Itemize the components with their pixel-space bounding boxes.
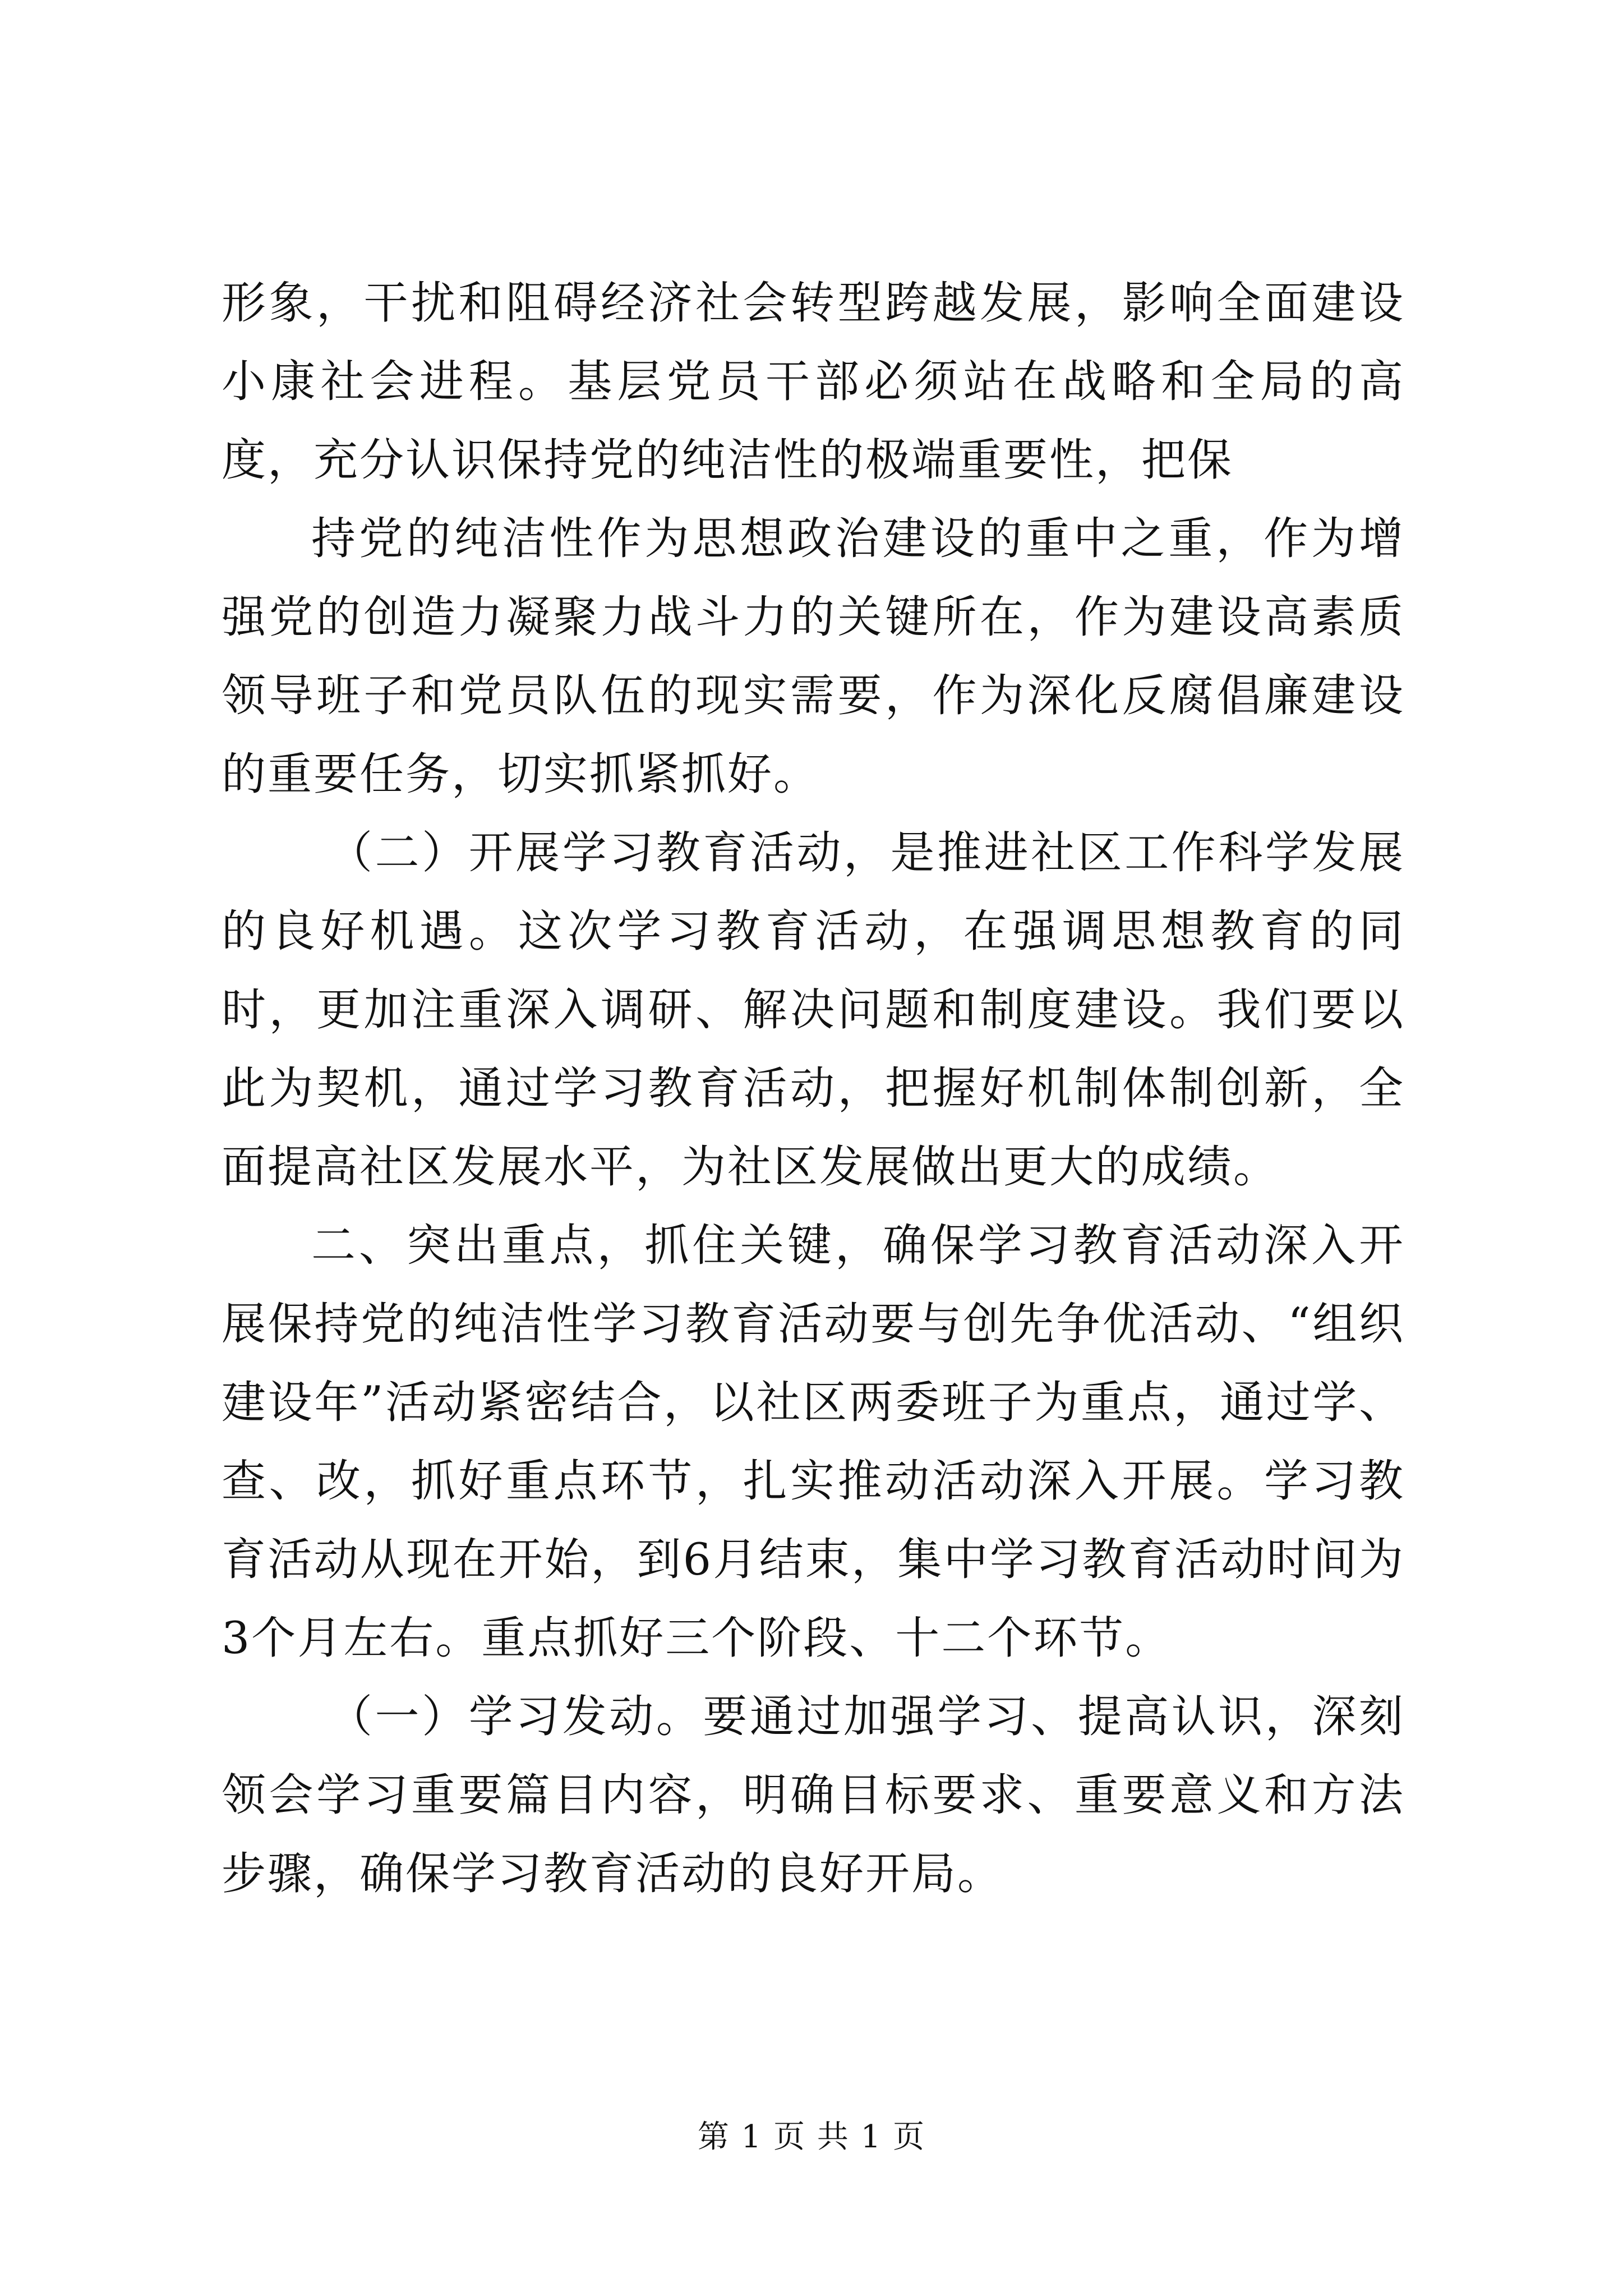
paragraph-3: （二）开展学习教育活动，是推进社区工作科学发展的良好机遇。这次学习教育活动，在强调思想教育的同时，更加注重深入调研、解决问题和制度建设。我们要以此为契机，通过学习教育活动，把握好机制体制创新，全面提高社区发展水平，为社区发展做出更大的成绩。 [222, 827, 1405, 1193]
paragraph-5: （一）学习发动。要通过加强学习、提高认识，深刻领会学习重要篇目内容，明确目标要求、重要意义和方法步骤，确保学习教育活动的良好开局。 [222, 1691, 1405, 1899]
paragraph-1: 形象，干扰和阻碍经济社会转型跨越发展，影响全面建设小康社会进程。基层党员干部必须站在战略和全局的高度，充分认识保持党的纯洁性的极端重要性，把保 [222, 277, 1405, 486]
paragraph-4: 二、突出重点，抓住关键，确保学习教育活动深入开展保持党的纯洁性学习教育活动要与创先争优活动、“组织建设年”活动紧密结合，以社区两委班子为重点，通过学、查、改，抓好重点环节，扎实推动活动深入开展。学习教育活动从现在开始，到6月结束，集中学习教育活动时间为3个月左右。重点抓好三个阶段、十二个环节。 [222, 1220, 1405, 1664]
page-footer: 第 1 页 共 1 页 [697, 2119, 926, 2155]
paragraph-2: 持党的纯洁性作为思想政治建设的重中之重，作为增强党的创造力凝聚力战斗力的关键所在，作为建设高素质领导班子和党员队伍的现实需要，作为深化反腐倡廉建设的重要任务，切实抓紧抓好。 [222, 513, 1405, 800]
document-body [222, 264, 1405, 1913]
